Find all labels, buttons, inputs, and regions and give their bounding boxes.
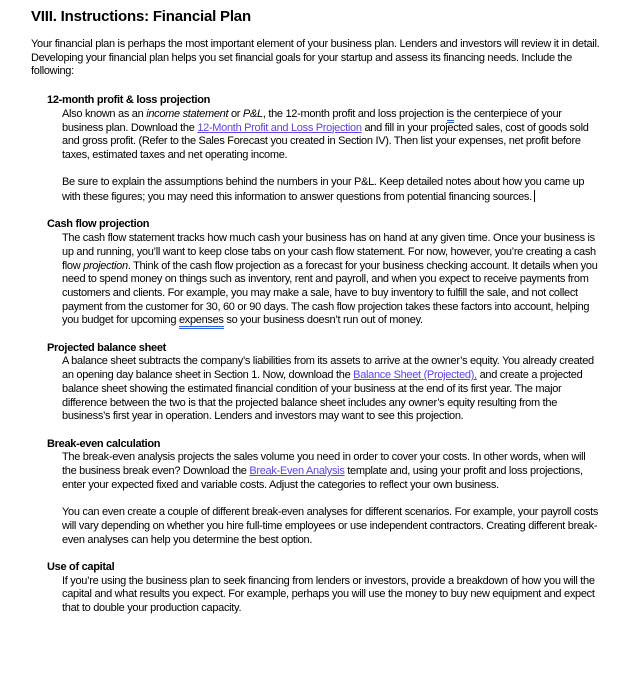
text-run: If you’re using the business plan to seek financing from lenders or investors, provide a breakdown of how you will the capital and what results you expect. For example, perhaps you will use the money to buy new equipment and expect that to double your production capacity. <box>62 574 595 615</box>
section-heading: Projected balance sheet <box>47 341 167 354</box>
text-cursor <box>534 190 535 202</box>
text-run: The break-even analysis projects the sales volume you need in order to cover your costs. In other words, when will the business break even? Download the <box>62 451 586 478</box>
paragraph <box>31 108 600 163</box>
hyperlink[interactable]: 12-Month Profit and Loss Projection <box>197 121 362 134</box>
text-run: and fill in your projected sales, cost of goods sold and gross profit. (Refer to the Sales Forecast you created in Section IV). Then list your expenses, net profit before taxes, estimated taxes and net operating income. <box>62 121 589 161</box>
document-section <box>31 438 600 548</box>
section-heading: Break-even calculation <box>47 437 161 450</box>
hyperlink[interactable]: Break-Even Analysis <box>249 465 345 478</box>
text-run: income statement <box>146 107 229 120</box>
page-title: VIII. Instructions: Financial Plan <box>31 8 251 25</box>
paragraph <box>31 176 600 204</box>
paragraph <box>31 355 600 424</box>
text-run: template and, using your profit and loss projections, enter your expected fixed and variable costs. Adjust the categories to reflect your own business. <box>62 465 583 491</box>
document-section <box>31 342 600 424</box>
text-run: . Think of the cash flow projection as a forecast for your business checking account. It details when you need to spend money on things such as inventory, rent and payroll, and when you expect to receive payments from customers and clients. For example, you may make a sale, have to buy inventory to fulfill the sale, and not collect payment from the customer for 30, 60 or 90 days. The cash flow projection takes these factors into account, helping you budget for upcoming <box>62 259 598 327</box>
section-heading: Cash flow projection <box>47 218 150 231</box>
text-run: The cash flow statement tracks how much cash your business has on hand at any given time. Once your business is up and running, you’ll want to keep close tabs on your cash flow statement. For now, however, you’re creating a cash flow <box>62 232 596 272</box>
text-run: and create a projected balance sheet showing the estimated financial condition of your business at the end of its first year. The major difference between the two is that the projected balance sheet includes any owner’s equity resulting from the business’s first year in operation. Lenders and investors may want to see this projection. <box>62 369 583 423</box>
text-run: or <box>228 107 243 120</box>
document-section <box>31 561 600 616</box>
document-section <box>31 94 600 205</box>
intro-paragraph: Your financial plan is perhaps the most important element of your business plan. Lenders and investors will review it in detail. Developing your financial plan helps you set financial goals for your startup and assess its financing needs. Include the following: <box>31 38 600 78</box>
grammar-marked-text: is <box>447 108 454 123</box>
text-run: the centerpiece of your business plan. Download the <box>62 107 562 134</box>
grammar-marked-text: expenses <box>179 314 224 329</box>
section-heading: Use of capital <box>47 560 115 573</box>
text-run: projection <box>83 259 128 272</box>
text-run: so your business doesn’t run out of money. <box>223 314 423 327</box>
text-run: , the 12-month profit and loss projection <box>262 107 447 120</box>
paragraph <box>31 451 600 492</box>
paragraph <box>31 232 600 328</box>
text-run: A balance sheet subtracts the company’s liabilities from its assets to arrive at the owner’s equity. You already created an opening day balance sheet in Section 1. Now, download the <box>62 355 594 382</box>
paragraph <box>31 575 600 616</box>
paragraph <box>31 506 600 547</box>
document-section <box>31 218 600 328</box>
text-run: P&L <box>242 107 263 120</box>
text-run: Also known as an <box>62 107 147 120</box>
hyperlink[interactable]: Balance Sheet (Projected), <box>353 369 477 382</box>
sections <box>31 94 600 616</box>
text-run: You can even create a couple of different break-even analyses for different scenarios. For example, your payroll costs will vary depending on whether you hire full-time employees or use independent contractors. Creating different break-even analyses can help you determine the best option. <box>62 506 599 546</box>
section-heading: 12-month profit & loss projection <box>47 94 211 107</box>
text-run: Be sure to explain the assumptions behind the numbers in your P&L. Keep detailed notes about how you came up with these figures; you may need this information to answer questions from potential financing sources. <box>62 176 585 204</box>
